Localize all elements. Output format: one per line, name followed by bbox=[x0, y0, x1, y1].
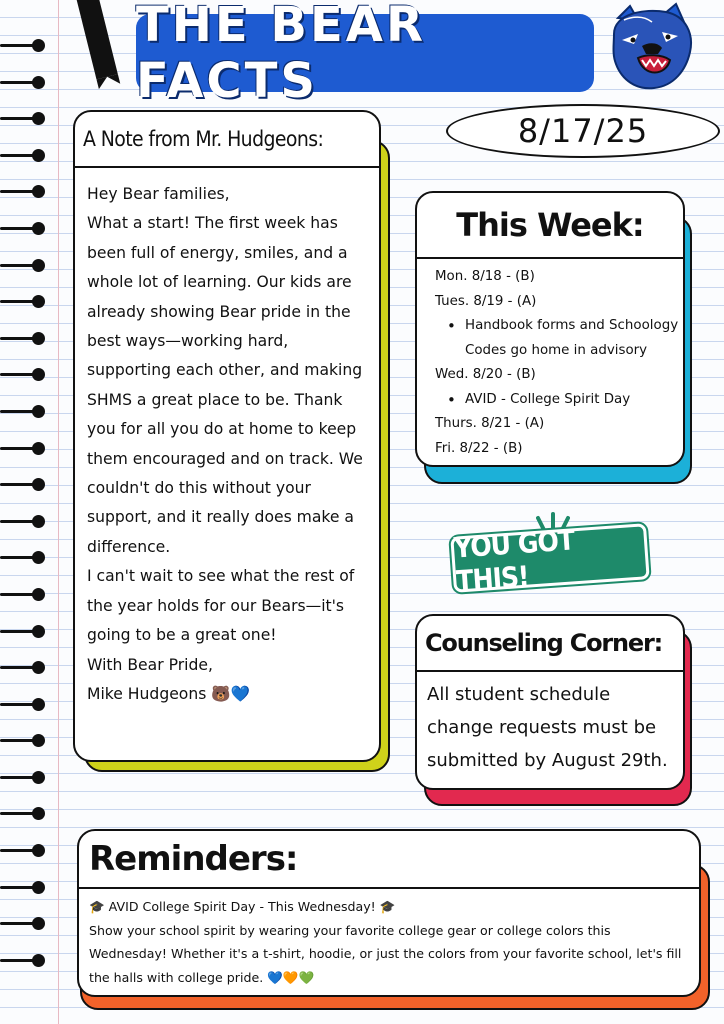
bookmark-ribbon bbox=[76, 0, 118, 79]
spiral-ring bbox=[0, 540, 50, 577]
spiral-ring bbox=[0, 723, 50, 760]
counseling-title: Counseling Corner: bbox=[425, 629, 663, 657]
date-badge bbox=[446, 104, 720, 158]
counseling-header bbox=[417, 616, 683, 672]
spiral-ring bbox=[0, 65, 50, 102]
spiral-ring bbox=[0, 577, 50, 614]
spiral-ring bbox=[0, 248, 50, 285]
spiral-ring bbox=[0, 906, 50, 943]
schedule-event: • AVID - College Spirit Day bbox=[435, 388, 679, 413]
spiral-ring bbox=[0, 284, 50, 321]
issue-date: 8/17/25 bbox=[517, 112, 649, 150]
schedule-day: Mon. 8/18 - (B) bbox=[435, 269, 535, 284]
schedule-day: Wed. 8/20 - (B) bbox=[435, 367, 536, 382]
note-greeting: Hey Bear families, bbox=[87, 185, 230, 203]
spiral-ring bbox=[0, 101, 50, 138]
spiral-ring bbox=[0, 28, 50, 65]
note-paragraph: What a start! The first week has been full of energy, smiles, and a whole lot of learning. Our kids are already showing Bear pride in the best ways—working hard, supporting each other, and making SHMS a great place to be. Thank you for all you do at home to keep them encouraged and on track. We couldn't do this without your support, and it really does make a difference. bbox=[87, 214, 363, 556]
spiral-ring bbox=[0, 833, 50, 870]
spiral-ring bbox=[0, 943, 50, 980]
note-signoff: With Bear Pride, bbox=[87, 655, 213, 674]
spiral-ring bbox=[0, 321, 50, 358]
bear-mascot-icon bbox=[604, 0, 696, 92]
this-week-title: This Week: bbox=[456, 206, 644, 244]
note-body bbox=[75, 168, 379, 709]
spiral-binding bbox=[0, 28, 50, 979]
newsletter-title: THE BEAR FACTS bbox=[136, 0, 426, 109]
reminders-card bbox=[77, 829, 701, 997]
this-week-header bbox=[417, 193, 683, 259]
this-week-schedule bbox=[417, 259, 683, 461]
spiral-ring bbox=[0, 174, 50, 211]
reminders-title: Reminders: bbox=[89, 839, 298, 879]
schedule-event: • Handbook forms and Schoology Codes go home in advisory bbox=[435, 314, 679, 363]
reminder-text: Show your school spirit by wearing your favorite college gear or college colors this Wednesday! Whether it's a t-shirt, hoodie, or just the colors from your favorite school, let's fill the halls with college pride. 💙🧡💚 bbox=[89, 922, 682, 985]
this-week-card bbox=[415, 191, 685, 467]
spiral-ring bbox=[0, 687, 50, 724]
spiral-ring bbox=[0, 357, 50, 394]
note-paragraph: I can't wait to see what the rest of the year holds for our Bears—it's going to be a great one! bbox=[87, 567, 355, 645]
sticker-badge bbox=[450, 523, 649, 598]
note-title: A Note from Mr. Hudgeons: bbox=[83, 127, 324, 151]
schedule-day: Tues. 8/19 - (A) bbox=[435, 293, 537, 309]
you-got-this-sticker bbox=[448, 508, 650, 598]
schedule-day: Thurs. 8/21 - (A) bbox=[435, 416, 545, 431]
spiral-ring bbox=[0, 431, 50, 468]
newsletter-header bbox=[136, 0, 594, 109]
spiral-ring bbox=[0, 394, 50, 431]
spiral-ring bbox=[0, 760, 50, 797]
note-signature: Mike Hudgeons 🐻💙 bbox=[87, 684, 251, 703]
note-card bbox=[73, 110, 381, 762]
counseling-card bbox=[415, 614, 685, 790]
spiral-ring bbox=[0, 614, 50, 651]
spiral-ring bbox=[0, 138, 50, 175]
reminders-body bbox=[79, 889, 699, 989]
spiral-ring bbox=[0, 650, 50, 687]
schedule-day: Fri. 8/22 - (B) bbox=[435, 440, 523, 456]
spiral-ring bbox=[0, 870, 50, 907]
reminder-headline: 🎓 AVID College Spirit Day - This Wednesday! 🎓 bbox=[89, 899, 396, 914]
spiral-ring bbox=[0, 467, 50, 504]
spiral-ring bbox=[0, 211, 50, 248]
notebook-margin-line bbox=[58, 0, 59, 1024]
spiral-ring bbox=[0, 504, 50, 541]
sticker-text: YOU GOT THIS! bbox=[452, 523, 576, 598]
counseling-text: All student schedule change requests must be submitted by August 29th. bbox=[427, 684, 668, 771]
note-card-header bbox=[75, 112, 379, 168]
reminders-header bbox=[79, 831, 699, 889]
spiral-ring bbox=[0, 796, 50, 833]
